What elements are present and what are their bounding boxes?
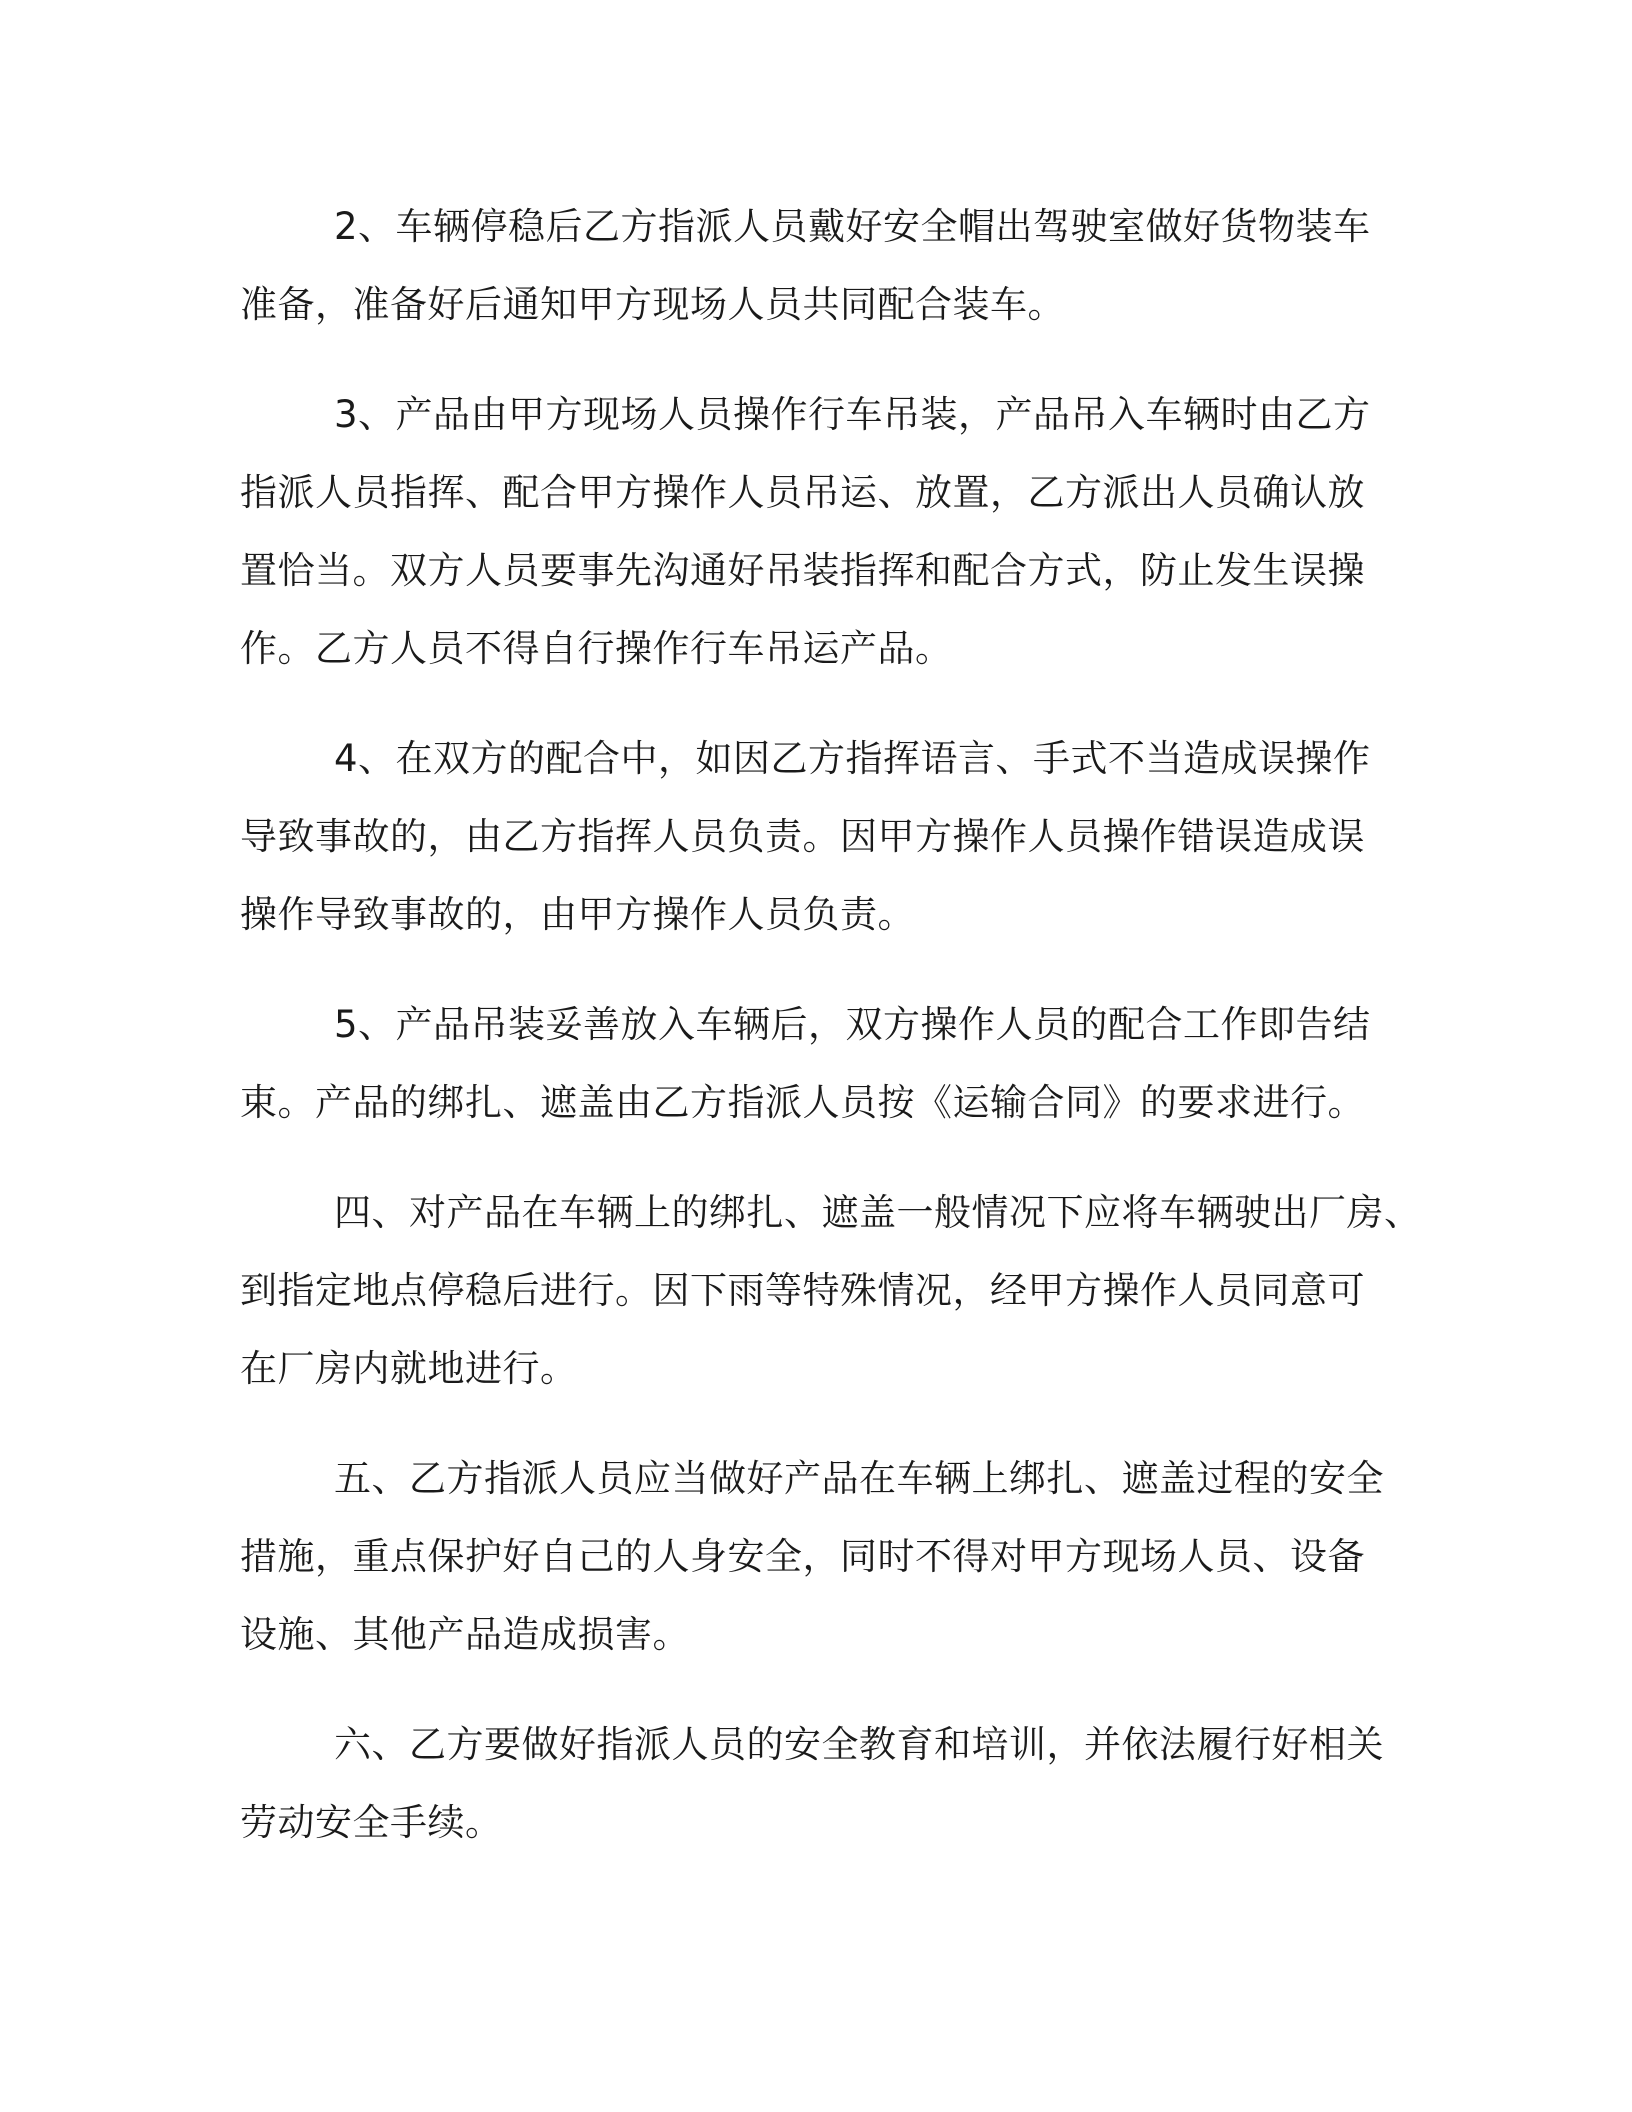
text-line: 在厂房内就地进行。 xyxy=(240,1347,578,1390)
text-line: 设施、其他产品造成损害。 xyxy=(240,1613,690,1656)
paragraph-section-4 xyxy=(240,1174,1422,1408)
text-line: 操作导致事故的，由甲方操作人员负责。 xyxy=(240,893,915,936)
text-line: 束。产品的绑扎、遮盖由乙方指派人员按《运输合同》的要求进行。 xyxy=(240,1081,1365,1124)
text-line: 劳动安全手续。 xyxy=(240,1801,503,1844)
paragraph-section-6 xyxy=(240,1706,1390,1862)
paragraph-4 xyxy=(240,720,1390,954)
text-line: 措施，重点保护好自己的人身安全，同时不得对甲方现场人员、设备 xyxy=(240,1535,1365,1578)
text-line: 指派人员指挥、配合甲方操作人员吊运、放置，乙方派出人员确认放 xyxy=(240,471,1365,514)
text-line: 作。乙方人员不得自行操作行车吊运产品。 xyxy=(240,627,953,670)
paragraph-2 xyxy=(240,188,1390,344)
paragraph-section-5 xyxy=(240,1440,1390,1674)
text-line: 3、产品由甲方现场人员操作行车吊装，产品吊入车辆时由乙方 xyxy=(334,393,1371,436)
paragraph-5 xyxy=(240,986,1390,1142)
text-line: 2、车辆停稳后乙方指派人员戴好安全帽出驾驶室做好货物装车 xyxy=(334,205,1371,248)
document-body xyxy=(240,188,1422,1894)
text-line: 四、对产品在车辆上的绑扎、遮盖一般情况下应将车辆驶出厂房、 xyxy=(334,1191,1422,1234)
text-line: 五、乙方指派人员应当做好产品在车辆上绑扎、遮盖过程的安全 xyxy=(334,1457,1384,1500)
text-line: 导致事故的，由乙方指挥人员负责。因甲方操作人员操作错误造成误 xyxy=(240,815,1365,858)
text-line: 准备，准备好后通知甲方现场人员共同配合装车。 xyxy=(240,283,1065,326)
paragraph-3 xyxy=(240,376,1390,688)
text-line: 六、乙方要做好指派人员的安全教育和培训，并依法履行好相关 xyxy=(334,1723,1384,1766)
text-line: 置恰当。双方人员要事先沟通好吊装指挥和配合方式，防止发生误操 xyxy=(240,549,1365,592)
text-line: 5、产品吊装妥善放入车辆后，双方操作人员的配合工作即告结 xyxy=(334,1003,1371,1046)
text-line: 4、在双方的配合中，如因乙方指挥语言、手式不当造成误操作 xyxy=(334,737,1371,780)
text-line: 到指定地点停稳后进行。因下雨等特殊情况，经甲方操作人员同意可 xyxy=(240,1269,1365,1312)
